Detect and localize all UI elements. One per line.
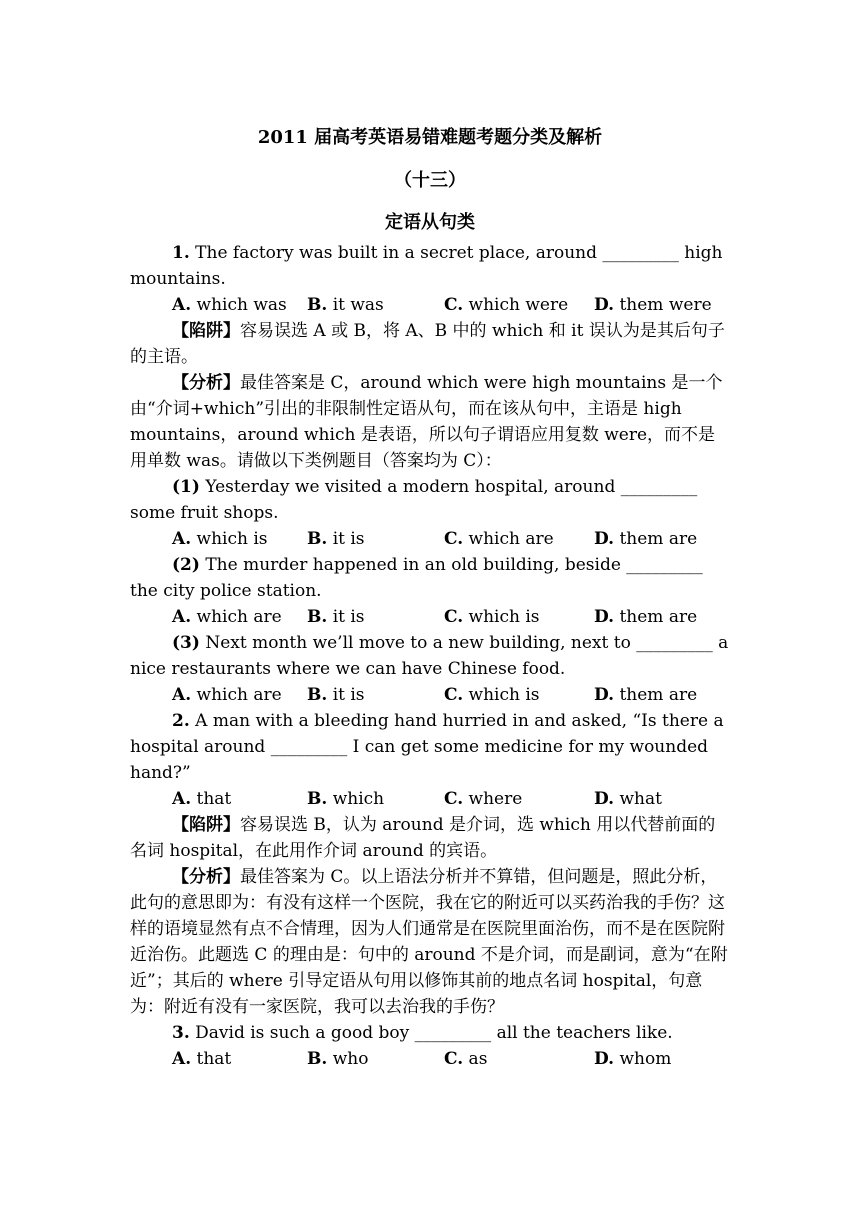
- note-tag: 【陷阱】: [172, 815, 240, 835]
- option-text: them are: [614, 529, 698, 549]
- option-text: who: [327, 1049, 369, 1069]
- option-key: D.: [594, 529, 615, 549]
- option-key: A.: [172, 607, 192, 627]
- answer-options: [130, 292, 730, 318]
- question-number: 3.: [172, 1023, 190, 1043]
- answer-option: [307, 682, 444, 708]
- answer-options: [130, 682, 730, 708]
- section-heading: 定语从句类: [385, 212, 475, 233]
- answer-options: [130, 526, 730, 552]
- note-text: 容易误选 A 或 B，将 A、B 中的 which 和 it 误认为是其后句子的主语。: [130, 321, 725, 367]
- option-text: it is: [327, 685, 365, 705]
- option-text: which: [327, 789, 385, 809]
- option-key: B.: [307, 607, 328, 627]
- document-subtitle: （十三）: [394, 170, 466, 191]
- answer-option: [594, 526, 697, 552]
- answer-option: [172, 526, 307, 552]
- answer-option: [594, 682, 697, 708]
- option-text: where: [463, 789, 523, 809]
- option-text: it is: [327, 529, 365, 549]
- answer-option: [307, 1046, 444, 1072]
- option-key: C.: [444, 1049, 464, 1069]
- option-text: it is: [327, 607, 365, 627]
- option-text: them were: [614, 295, 712, 315]
- option-text: which is: [463, 685, 540, 705]
- option-key: C.: [444, 529, 464, 549]
- document-body: [130, 120, 730, 1072]
- option-key: C.: [444, 295, 464, 315]
- option-text: what: [614, 789, 662, 809]
- answer-option: [172, 1046, 307, 1072]
- option-key: C.: [444, 607, 464, 627]
- option-text: whom: [614, 1049, 672, 1069]
- answer-option: [172, 292, 307, 318]
- option-key: B.: [307, 295, 328, 315]
- option-key: B.: [307, 685, 328, 705]
- answer-options: [130, 604, 730, 630]
- note-tag: 【分析】: [172, 373, 240, 393]
- option-key: A.: [172, 529, 192, 549]
- option-text: which are: [191, 685, 282, 705]
- answer-option: [444, 292, 594, 318]
- option-text: which are: [463, 529, 554, 549]
- option-key: A.: [172, 685, 192, 705]
- note-text: 最佳答案为 C。以上语法分析并不算错，但问题是，照此分析，此句的意思即为：有没有这样一个医院，我在它的附近可以买药治我的手伤？这样的语境显然有点不合情理，因为人们通常是在医院里面治伤，而不是在医院附近治伤。此题选 C 的理由是：句中的 around 不是介词，而是副词，意为“在附近”；其后的 where 引导定语从句用以修饰其前的地点名词 hospital，句意为：附近有没有一家医院，我可以去治我的手伤？: [130, 867, 728, 1017]
- answer-option: [307, 526, 444, 552]
- question-number: (2): [172, 555, 200, 575]
- question-item: [130, 708, 730, 786]
- option-key: D.: [594, 1049, 615, 1069]
- question-item: [130, 474, 730, 526]
- question-item: [130, 552, 730, 604]
- answer-options: [130, 1046, 730, 1072]
- question-number: (3): [172, 633, 200, 653]
- note-text: 容易误选 B，认为 around 是介词，选 which 用以代替前面的名词 hospital，在此用作介词 around 的宾语。: [130, 815, 716, 861]
- option-key: A.: [172, 789, 192, 809]
- option-key: C.: [444, 685, 464, 705]
- option-text: which were: [463, 295, 569, 315]
- option-key: D.: [594, 607, 615, 627]
- option-text: it was: [327, 295, 384, 315]
- explanation-note: [130, 812, 730, 864]
- question-text: A man with a bleeding hand hurried in and asked, “Is there a hospital around _________ I can get some medicine for my wounded hand?”: [130, 711, 724, 783]
- answer-option: [172, 786, 307, 812]
- question-number: 2.: [172, 711, 190, 731]
- option-key: B.: [307, 1049, 328, 1069]
- option-key: B.: [307, 789, 328, 809]
- answer-option: [444, 682, 594, 708]
- answer-option: [444, 786, 594, 812]
- question-item: [130, 240, 730, 292]
- answer-option: [307, 786, 444, 812]
- answer-option: [172, 604, 307, 630]
- question-number: (1): [172, 477, 200, 497]
- answer-option: [444, 1046, 594, 1072]
- answer-option: [594, 604, 697, 630]
- explanation-note: [130, 318, 730, 370]
- option-text: that: [191, 789, 232, 809]
- option-key: A.: [172, 1049, 192, 1069]
- question-text: David is such a good boy _________ all the teachers like.: [189, 1023, 673, 1043]
- answer-option: [594, 786, 662, 812]
- option-key: D.: [594, 789, 615, 809]
- option-text: which is: [463, 607, 540, 627]
- explanation-note: [130, 370, 730, 474]
- answer-options: [130, 786, 730, 812]
- option-text: which was: [191, 295, 287, 315]
- answer-option: [307, 292, 444, 318]
- note-tag: 【陷阱】: [172, 321, 240, 341]
- option-key: A.: [172, 295, 192, 315]
- option-key: D.: [594, 685, 615, 705]
- question-text: The factory was built in a secret place, around _________ high mountains.: [130, 243, 723, 289]
- option-text: them are: [614, 685, 698, 705]
- option-key: D.: [594, 295, 615, 315]
- question-text: Next month we’ll move to a new building, next to _________ a nice restaurants where we can have Chinese food.: [130, 633, 729, 679]
- question-item: [130, 630, 730, 682]
- question-text: The murder happened in an old building, beside _________ the city police station.: [130, 555, 703, 601]
- note-text: 最佳答案是 C，around which were high mountains 是一个由“介词+which”引出的非限制性定语从句，而在该从句中，主语是 high mountains，around which 是表语，所以句子谓语应用复数 were，而不是用单数 was。请做以下类例题目（答案均为 C）：: [130, 373, 723, 471]
- answer-option: [444, 604, 594, 630]
- answer-option: [594, 1046, 671, 1072]
- question-text: Yesterday we visited a modern hospital, around _________ some fruit shops.: [130, 477, 698, 523]
- answer-option: [172, 682, 307, 708]
- option-text: that: [191, 1049, 232, 1069]
- note-tag: 【分析】: [172, 867, 240, 887]
- option-key: C.: [444, 789, 464, 809]
- answer-option: [307, 604, 444, 630]
- option-text: as: [463, 1049, 488, 1069]
- option-key: B.: [307, 529, 328, 549]
- question-item: [130, 1020, 730, 1046]
- option-text: which is: [191, 529, 268, 549]
- question-number: 1.: [172, 243, 190, 263]
- option-text: which are: [191, 607, 282, 627]
- explanation-note: [130, 864, 730, 1020]
- question-list: [130, 240, 730, 1072]
- answer-option: [444, 526, 594, 552]
- option-text: them are: [614, 607, 698, 627]
- document-title: 2011 届高考英语易错难题考题分类及解析: [257, 127, 603, 148]
- answer-option: [594, 292, 712, 318]
